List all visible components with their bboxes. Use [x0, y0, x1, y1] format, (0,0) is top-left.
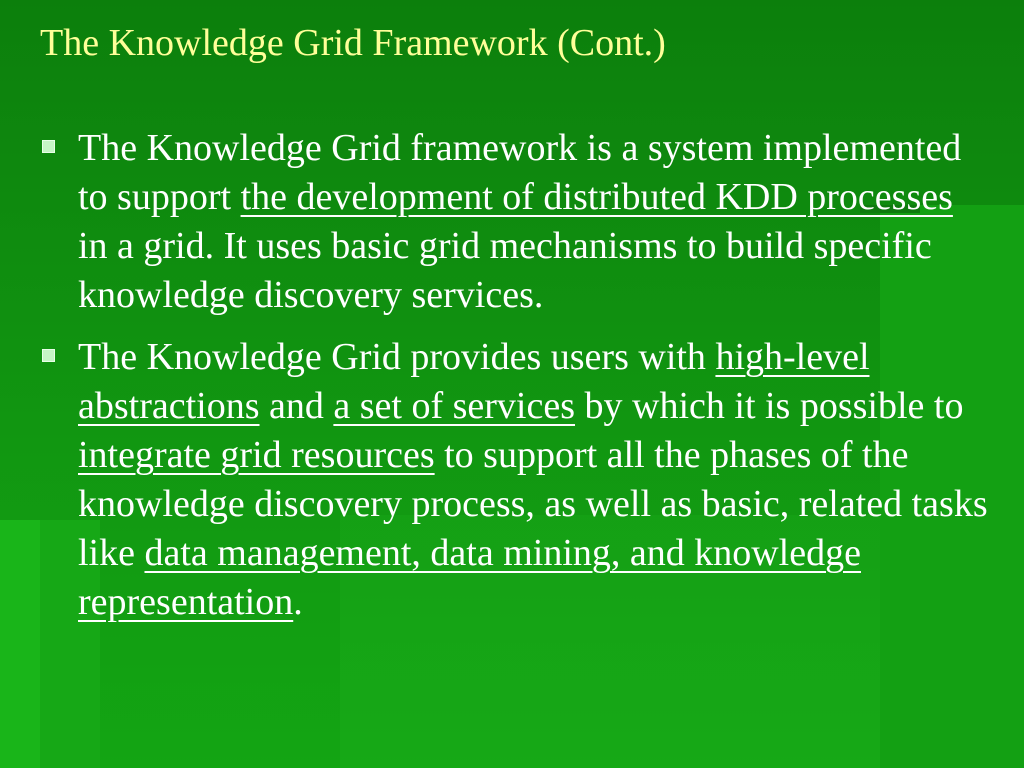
bullet-item [40, 333, 990, 627]
text-segment: The Knowledge Grid provides users with [78, 336, 716, 378]
square-bullet-icon [42, 349, 55, 362]
text-segment: . [293, 581, 303, 623]
bullet-text [78, 127, 961, 316]
text-segment: to support all the phases of the knowledge discovery process, as well as basic, related tasks like [78, 434, 988, 574]
underlined-phrase: data management, data mining, and knowledge representation [78, 532, 861, 623]
bullet-item [40, 124, 990, 320]
background-stripe [0, 520, 40, 768]
underlined-phrase: integrate grid resources [78, 434, 435, 476]
text-segment: and [259, 385, 334, 427]
bullet-list [40, 124, 990, 640]
underlined-phrase: the development of distributed KDD processes [240, 176, 953, 218]
bullet-text [78, 336, 988, 623]
text-segment: The Knowledge Grid framework is a system implemented to support [78, 127, 962, 218]
underlined-phrase: high-level abstractions [78, 336, 870, 427]
text-segment: by which it is possible to [575, 385, 964, 427]
underlined-phrase: a set of services [333, 385, 576, 427]
text-segment: in a grid. It uses basic grid mechanisms to build specific knowledge discovery services. [78, 225, 932, 316]
square-bullet-icon [42, 140, 55, 153]
slide-title: The Knowledge Grid Framework (Cont.) [40, 22, 666, 64]
